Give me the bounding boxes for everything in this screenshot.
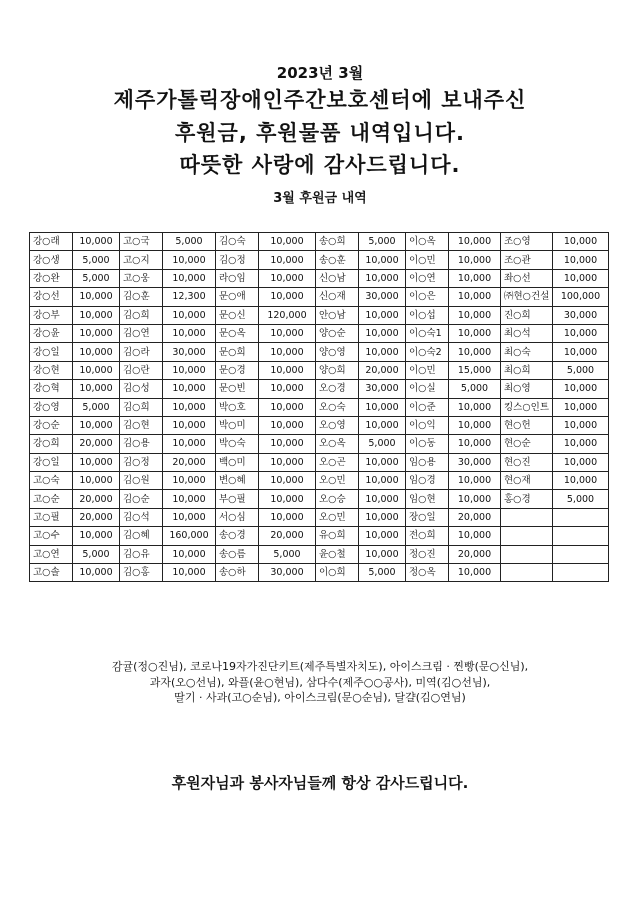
donor-name-cell: 오○곤 <box>316 453 359 471</box>
donation-amount-cell: 10,000 <box>359 324 406 342</box>
donation-amount-cell: 10,000 <box>553 380 609 398</box>
donation-amount-cell: 20,000 <box>449 545 501 563</box>
donor-name-cell: 라○임 <box>216 269 259 287</box>
donor-name-cell: 양○순 <box>316 324 359 342</box>
donation-table <box>29 232 609 582</box>
donor-name-cell: 김○숙 <box>216 233 259 251</box>
donor-name-cell: 김○연 <box>120 324 163 342</box>
donor-name-cell: 현○헌 <box>501 416 553 434</box>
donor-name-cell: 고○연 <box>30 545 73 563</box>
donation-amount-cell: 10,000 <box>259 453 316 471</box>
donor-name-cell: 오○민 <box>316 472 359 490</box>
donor-name-cell: 최○숙 <box>501 343 553 361</box>
donation-amount-cell: 20,000 <box>73 490 120 508</box>
donor-name-cell: 최○석 <box>501 324 553 342</box>
donor-name-cell: 홍○경 <box>501 490 553 508</box>
donor-name-cell: 현○순 <box>501 435 553 453</box>
table-row <box>30 361 609 379</box>
donation-amount-cell: 10,000 <box>359 527 406 545</box>
donation-amount-cell: 10,000 <box>73 361 120 379</box>
donor-name-cell: 김○혜 <box>120 527 163 545</box>
donation-amount-cell: 20,000 <box>73 435 120 453</box>
donor-name-cell: 이○민 <box>406 361 449 379</box>
donation-amount-cell: 10,000 <box>449 233 501 251</box>
title-line-1: 제주가톨릭장애인주간보호센터에 보내주신 <box>113 88 527 112</box>
donation-amount-cell: 10,000 <box>163 435 216 453</box>
donation-amount-cell: 20,000 <box>449 508 501 526</box>
donor-name-cell: 김○원 <box>120 472 163 490</box>
donor-name-cell: 좌○선 <box>501 269 553 287</box>
donor-name-cell: 신○남 <box>316 269 359 287</box>
donation-amount-cell: 10,000 <box>553 251 609 269</box>
donor-name-cell: 이○연 <box>406 269 449 287</box>
donor-name-cell: 박○호 <box>216 398 259 416</box>
donation-amount-cell: 5,000 <box>73 398 120 416</box>
donor-name-cell: 강○래 <box>30 233 73 251</box>
donation-amount-cell: 30,000 <box>553 306 609 324</box>
donation-amount-cell: 5,000 <box>259 545 316 563</box>
donation-amount-cell: 10,000 <box>259 269 316 287</box>
table-row <box>30 251 609 269</box>
donor-name-cell: 문○애 <box>216 288 259 306</box>
donation-amount-cell <box>553 527 609 545</box>
donor-name-cell: 송○희 <box>316 233 359 251</box>
donation-amount-cell: 5,000 <box>359 435 406 453</box>
donation-amount-cell: 10,000 <box>359 343 406 361</box>
donation-amount-cell: 10,000 <box>73 527 120 545</box>
goods-line-3: 딸기 · 사과(고○순님), 아이스크림(문○순님), 달걀(김○연님) <box>174 691 466 704</box>
donor-name-cell: 윤○철 <box>316 545 359 563</box>
donor-name-cell: 현○재 <box>501 472 553 490</box>
donor-name-cell: 강○선 <box>30 288 73 306</box>
donation-amount-cell: 10,000 <box>553 398 609 416</box>
donation-amount-cell: 10,000 <box>259 251 316 269</box>
donor-name-cell: 송○하 <box>216 564 259 582</box>
donation-amount-cell: 10,000 <box>359 453 406 471</box>
donor-name-cell: 김○유 <box>120 545 163 563</box>
goods-line-1: 감귤(정○진님), 코로나19자가진단키트(제주특별자치도), 아이스크림 · 찐빵(문○신님), <box>111 660 529 673</box>
donation-amount-cell: 100,000 <box>553 288 609 306</box>
donation-amount-cell: 10,000 <box>73 288 120 306</box>
donation-amount-cell: 10,000 <box>449 416 501 434</box>
donation-amount-cell: 10,000 <box>259 233 316 251</box>
donation-amount-cell: 10,000 <box>259 490 316 508</box>
donation-amount-cell: 20,000 <box>359 361 406 379</box>
donation-amount-cell: 10,000 <box>553 472 609 490</box>
donor-name-cell: 서○심 <box>216 508 259 526</box>
donor-name-cell <box>501 545 553 563</box>
donor-name-cell: 김○홍 <box>120 564 163 582</box>
donation-amount-cell <box>553 508 609 526</box>
donation-amount-cell: 20,000 <box>73 508 120 526</box>
donor-name-cell: 이○준 <box>406 398 449 416</box>
donation-amount-cell: 10,000 <box>73 453 120 471</box>
donor-name-cell: 이○숙2 <box>406 343 449 361</box>
donation-amount-cell: 10,000 <box>163 361 216 379</box>
donor-name-cell: 양○희 <box>316 361 359 379</box>
donor-name-cell: 고○국 <box>120 233 163 251</box>
donor-name-cell: 문○경 <box>216 361 259 379</box>
donation-amount-cell: 10,000 <box>553 233 609 251</box>
title-line-3: 따뜻한 사랑에 감사드립니다. <box>179 153 461 177</box>
donor-name-cell: 백○미 <box>216 453 259 471</box>
donor-name-cell <box>501 564 553 582</box>
donation-amount-cell: 10,000 <box>73 343 120 361</box>
donation-amount-cell: 10,000 <box>553 343 609 361</box>
donor-name-cell: 강○일 <box>30 343 73 361</box>
table-row <box>30 343 609 361</box>
donor-name-cell: 문○빈 <box>216 380 259 398</box>
donation-amount-cell: 5,000 <box>449 380 501 398</box>
table-row <box>30 398 609 416</box>
donation-amount-cell: 10,000 <box>449 324 501 342</box>
date-line: 2023년 3월 <box>276 64 364 82</box>
donation-amount-cell: 5,000 <box>553 361 609 379</box>
title-line-2: 후원금, 후원물품 내역입니다. <box>174 121 465 145</box>
donation-amount-cell: 10,000 <box>449 564 501 582</box>
donation-amount-cell <box>553 564 609 582</box>
donor-name-cell: 조○영 <box>501 233 553 251</box>
donation-amount-cell: 10,000 <box>73 306 120 324</box>
table-row <box>30 453 609 471</box>
donor-name-cell: 정○옥 <box>406 564 449 582</box>
donor-name-cell: 김○희 <box>120 306 163 324</box>
donation-amount-cell: 10,000 <box>163 269 216 287</box>
donation-amount-cell: 10,000 <box>449 269 501 287</box>
donation-amount-cell: 10,000 <box>259 380 316 398</box>
donation-amount-cell: 10,000 <box>73 380 120 398</box>
donation-amount-cell: 5,000 <box>73 545 120 563</box>
donor-name-cell: 안○남 <box>316 306 359 324</box>
donor-name-cell: 김○정 <box>120 453 163 471</box>
closing-message: 후원자님과 봉사자님들께 항상 감사드립니다. <box>171 774 469 792</box>
donation-amount-cell: 30,000 <box>449 453 501 471</box>
donor-name-cell: 송○훈 <box>316 251 359 269</box>
donor-name-cell: 오○민 <box>316 508 359 526</box>
donor-name-cell: 고○수 <box>30 527 73 545</box>
donor-name-cell: 최○희 <box>501 361 553 379</box>
donation-amount-cell: 10,000 <box>163 508 216 526</box>
donation-amount-cell: 10,000 <box>259 361 316 379</box>
donation-amount-cell: 10,000 <box>359 269 406 287</box>
donor-name-cell: 현○진 <box>501 453 553 471</box>
donation-amount-cell: 10,000 <box>359 508 406 526</box>
donation-amount-cell: 10,000 <box>359 490 406 508</box>
donor-name-cell: 강○부 <box>30 306 73 324</box>
donor-name-cell: 김○용 <box>120 435 163 453</box>
donation-amount-cell: 10,000 <box>163 490 216 508</box>
table-row <box>30 508 609 526</box>
donor-name-cell: 김○석 <box>120 508 163 526</box>
donation-amount-cell: 30,000 <box>359 288 406 306</box>
donation-amount-cell: 10,000 <box>359 472 406 490</box>
donation-amount-cell: 10,000 <box>449 251 501 269</box>
donation-amount-cell: 10,000 <box>259 435 316 453</box>
donation-amount-cell: 10,000 <box>359 398 406 416</box>
table-row <box>30 288 609 306</box>
donation-amount-cell: 10,000 <box>259 508 316 526</box>
donation-amount-cell: 10,000 <box>73 472 120 490</box>
donation-amount-cell: 5,000 <box>359 233 406 251</box>
donor-name-cell: 이○희 <box>316 564 359 582</box>
donation-amount-cell: 30,000 <box>163 343 216 361</box>
donation-amount-cell: 10,000 <box>359 306 406 324</box>
donation-amount-cell: 10,000 <box>163 306 216 324</box>
donor-name-cell: 신○재 <box>316 288 359 306</box>
donor-name-cell: 이○동 <box>406 435 449 453</box>
donation-amount-cell: 10,000 <box>163 564 216 582</box>
donor-name-cell: 고○숙 <box>30 472 73 490</box>
donor-name-cell: 이○실 <box>406 380 449 398</box>
donation-amount-cell: 10,000 <box>553 269 609 287</box>
donor-name-cell: 오○경 <box>316 380 359 398</box>
donor-name-cell: 강○현 <box>30 361 73 379</box>
donor-name-cell: 문○희 <box>216 343 259 361</box>
donation-amount-cell: 30,000 <box>259 564 316 582</box>
donation-amount-cell: 20,000 <box>259 527 316 545</box>
donation-amount-cell: 10,000 <box>73 564 120 582</box>
donation-amount-cell: 10,000 <box>449 527 501 545</box>
table-row <box>30 269 609 287</box>
donation-amount-cell: 10,000 <box>553 416 609 434</box>
donor-name-cell: 오○영 <box>316 416 359 434</box>
donation-amount-cell: 10,000 <box>449 490 501 508</box>
donor-name-cell: 김○성 <box>120 380 163 398</box>
table-row <box>30 564 609 582</box>
donation-amount-cell: 5,000 <box>163 233 216 251</box>
donation-amount-cell: 10,000 <box>359 545 406 563</box>
donor-name-cell: 임○용 <box>406 453 449 471</box>
table-row <box>30 416 609 434</box>
donor-name-cell: 강○순 <box>30 416 73 434</box>
donor-name-cell: 양○영 <box>316 343 359 361</box>
donation-amount-cell: 15,000 <box>449 361 501 379</box>
donor-name-cell: 강○영 <box>30 398 73 416</box>
table-row <box>30 472 609 490</box>
donor-name-cell: 장○일 <box>406 508 449 526</box>
table-subtitle: 3월 후원금 내역 <box>273 191 367 206</box>
donor-name-cell: 강○윤 <box>30 324 73 342</box>
donation-amount-cell: 10,000 <box>163 380 216 398</box>
donor-name-cell: 조○관 <box>501 251 553 269</box>
donation-amount-cell: 10,000 <box>449 435 501 453</box>
donation-amount-cell: 10,000 <box>449 343 501 361</box>
donor-name-cell: 이○옥 <box>406 233 449 251</box>
donation-amount-cell: 10,000 <box>553 453 609 471</box>
donation-amount-cell: 12,300 <box>163 288 216 306</box>
donor-name-cell: 고○솔 <box>30 564 73 582</box>
donation-amount-cell: 10,000 <box>553 324 609 342</box>
donor-name-cell: 유○희 <box>316 527 359 545</box>
donor-name-cell: 오○승 <box>316 490 359 508</box>
donation-amount-cell <box>553 545 609 563</box>
donation-amount-cell: 10,000 <box>449 472 501 490</box>
donation-amount-cell: 10,000 <box>449 306 501 324</box>
donation-amount-cell: 10,000 <box>259 288 316 306</box>
donation-amount-cell: 10,000 <box>73 324 120 342</box>
donor-name-cell: 고○웅 <box>120 269 163 287</box>
donor-name-cell: 진○희 <box>501 306 553 324</box>
goods-list <box>0 659 640 706</box>
donor-name-cell: 이○섭 <box>406 306 449 324</box>
table-row <box>30 527 609 545</box>
donor-name-cell: 김○순 <box>120 490 163 508</box>
table-row <box>30 545 609 563</box>
donation-amount-cell: 10,000 <box>73 233 120 251</box>
donation-amount-cell: 10,000 <box>259 416 316 434</box>
donor-name-cell: 강○일 <box>30 453 73 471</box>
donor-name-cell: 송○경 <box>216 527 259 545</box>
donation-amount-cell: 10,000 <box>259 472 316 490</box>
donation-amount-cell: 10,000 <box>163 398 216 416</box>
table-row <box>30 233 609 251</box>
donor-name-cell: 김○희 <box>120 398 163 416</box>
donation-amount-cell: 120,000 <box>259 306 316 324</box>
donation-amount-cell: 10,000 <box>73 416 120 434</box>
donor-name-cell: 김○정 <box>216 251 259 269</box>
donor-name-cell: 킹스○인트 <box>501 398 553 416</box>
donation-amount-cell: 5,000 <box>359 564 406 582</box>
donation-amount-cell: 5,000 <box>73 269 120 287</box>
donor-name-cell: 이○은 <box>406 288 449 306</box>
table-row <box>30 435 609 453</box>
donation-amount-cell: 10,000 <box>163 545 216 563</box>
donor-name-cell: 정○진 <box>406 545 449 563</box>
donation-amount-cell: 10,000 <box>163 416 216 434</box>
donor-name-cell: 강○혁 <box>30 380 73 398</box>
donor-name-cell: 전○희 <box>406 527 449 545</box>
donor-name-cell: 송○름 <box>216 545 259 563</box>
table-row <box>30 306 609 324</box>
donation-amount-cell: 20,000 <box>163 453 216 471</box>
donation-amount-cell: 10,000 <box>259 343 316 361</box>
table-row <box>30 490 609 508</box>
donation-amount-cell: 5,000 <box>553 490 609 508</box>
donor-name-cell: 강○완 <box>30 269 73 287</box>
donor-name-cell: 부○필 <box>216 490 259 508</box>
donation-amount-cell: 160,000 <box>163 527 216 545</box>
donor-name-cell: 김○훈 <box>120 288 163 306</box>
donor-name-cell: 고○필 <box>30 508 73 526</box>
donor-name-cell: 오○옥 <box>316 435 359 453</box>
donor-name-cell: 박○미 <box>216 416 259 434</box>
donor-name-cell: 이○숙1 <box>406 324 449 342</box>
donor-name-cell: 임○경 <box>406 472 449 490</box>
donor-name-cell: 최○영 <box>501 380 553 398</box>
donation-amount-cell: 10,000 <box>259 398 316 416</box>
donation-amount-cell: 10,000 <box>553 435 609 453</box>
donation-amount-cell: 10,000 <box>449 398 501 416</box>
donation-amount-cell: 10,000 <box>449 288 501 306</box>
donor-name-cell: 김○라 <box>120 343 163 361</box>
donation-amount-cell: 30,000 <box>359 380 406 398</box>
donor-name-cell: 문○신 <box>216 306 259 324</box>
donation-amount-cell: 10,000 <box>359 416 406 434</box>
donor-name-cell: ㈜현○건설 <box>501 288 553 306</box>
donation-amount-cell: 10,000 <box>163 251 216 269</box>
donor-name-cell: 강○생 <box>30 251 73 269</box>
donor-name-cell <box>501 527 553 545</box>
donor-name-cell: 고○순 <box>30 490 73 508</box>
donation-amount-cell: 10,000 <box>359 251 406 269</box>
donor-name-cell: 고○지 <box>120 251 163 269</box>
donation-amount-cell: 10,000 <box>163 324 216 342</box>
donor-name-cell: 문○옥 <box>216 324 259 342</box>
donor-name-cell: 이○익 <box>406 416 449 434</box>
donor-name-cell: 김○현 <box>120 416 163 434</box>
goods-line-2: 과자(오○선님), 와플(윤○현님), 삼다수(제주○○공사), 미역(김○선님), <box>149 675 491 689</box>
donor-name-cell: 오○숙 <box>316 398 359 416</box>
table-row <box>30 380 609 398</box>
donor-name-cell <box>501 508 553 526</box>
donation-amount-cell: 10,000 <box>259 324 316 342</box>
donor-name-cell: 변○혜 <box>216 472 259 490</box>
table-row <box>30 324 609 342</box>
donation-amount-cell: 10,000 <box>163 472 216 490</box>
donor-name-cell: 박○숙 <box>216 435 259 453</box>
donation-amount-cell: 5,000 <box>73 251 120 269</box>
donor-name-cell: 강○희 <box>30 435 73 453</box>
donor-name-cell: 임○현 <box>406 490 449 508</box>
donor-name-cell: 이○민 <box>406 251 449 269</box>
donor-name-cell: 김○란 <box>120 361 163 379</box>
